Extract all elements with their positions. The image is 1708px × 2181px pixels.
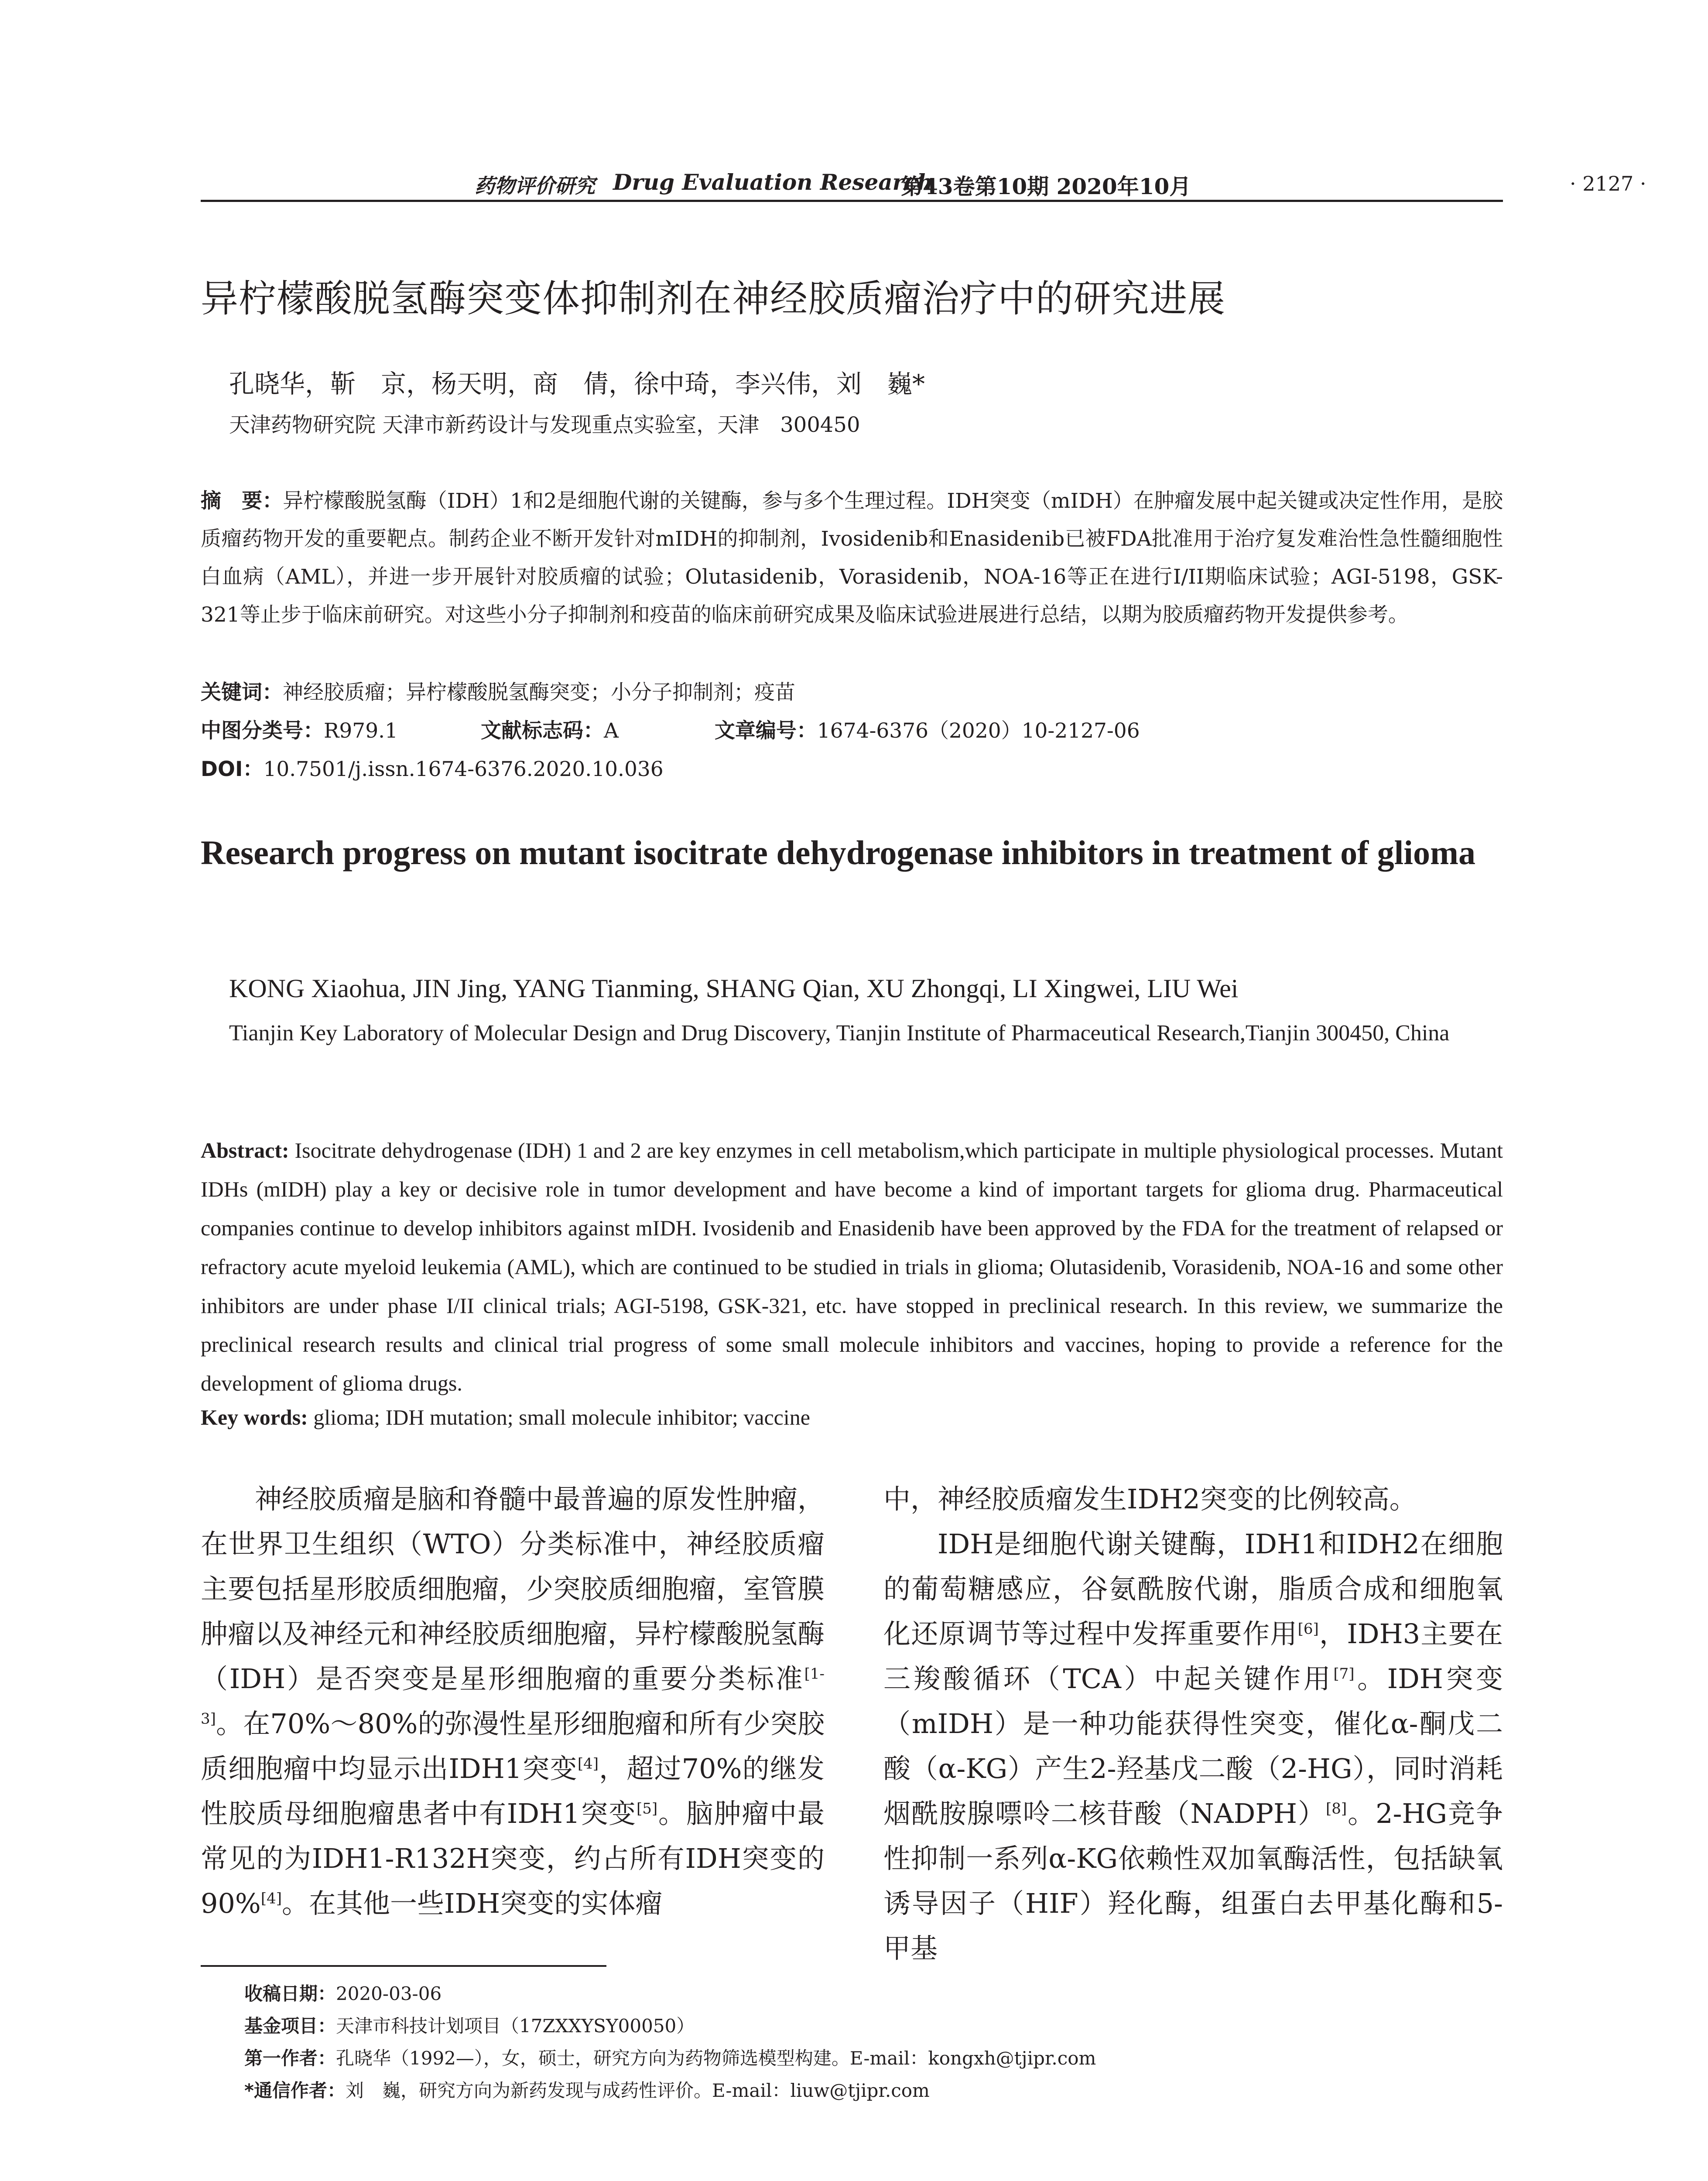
footnote-rule: [201, 1965, 606, 1967]
doc-code-value: A: [603, 719, 619, 743]
footnote-text: 天津市科技计划项目（17ZXXYSY00050）: [336, 2015, 695, 2037]
body-text: 。IDH突变（mIDH）是一种功能获得性突变，催化α-酮戊二酸（α-KG）产生2-羟基戊二酸（2-HG），同时消耗烟酰胺腺嘌呤二核苷酸（NADPH）: [883, 1663, 1503, 1829]
body-text: 中，神经胶质瘤发生IDH2突变的比例较高。: [883, 1483, 1417, 1515]
page-number: · 2127 ·: [1570, 172, 1646, 195]
journal-name: Drug Evaluation Research: [613, 169, 933, 195]
english-keywords: [201, 1405, 810, 1430]
footnote-text: 刘 巍，研究方向为新药发现与成药性评价。E-mail：liuw@tjipr.com: [345, 2080, 930, 2101]
keywords-text: 神经胶质瘤；异柠檬酸脱氢酶突变；小分子抑制剂；疫苗: [283, 680, 795, 704]
chinese-affiliation: 天津药物研究院 天津市新药设计与发现重点实验室，天津 300450: [229, 413, 860, 437]
footnote-text: 孔晓华（1992—），女，硕士，研究方向为药物筛选模型构建。E-mail：kongxh@tjipr.com: [336, 2048, 1096, 2069]
english-abstract-label: Abstract:: [201, 1138, 289, 1162]
chinese-abstract-label: 摘 要：: [201, 489, 283, 513]
doi-line: [201, 753, 664, 782]
body-text: 。脑肿瘤中最常见的为IDH1-R132H突变，约占所有IDH突变的90%: [201, 1798, 825, 1919]
english-affiliation: Tianjin Key Laboratory of Molecular Design and Drug Discovery, Tianjin Institute of Pharmaceutical Research,Tianjin 300450, China: [229, 1021, 1450, 1046]
body-text: 神经胶质瘤是脑和脊髓中最普遍的原发性肿瘤，在世界卫生组织（WTO）分类标准中，神经胶质瘤主要包括星形胶质细胞瘤，少突胶质细胞瘤，室管膜肿瘤以及神经元和神经胶质细胞瘤，异柠檬酸脱氢酶（IDH）是否突变是星形细胞瘤的重要分类标准: [201, 1483, 825, 1695]
english-keywords-text: glioma; IDH mutation; small molecule inhibitor; vaccine: [308, 1405, 810, 1429]
journal-logo: 药物评价研究: [475, 174, 595, 198]
citation: [4]: [577, 1755, 599, 1773]
body-text: 。2-HG竞争性抑制一系列α-KG依赖性双加氧酶活性，包括缺氧诱导因子（HIF）羟化酶，组蛋白去甲基化酶和5-甲基: [883, 1798, 1503, 1964]
keywords-label: 关键词：: [201, 680, 283, 704]
footnote-fund: [244, 2012, 695, 2038]
article-id-value: 1674-6376（2020）10-2127-06: [817, 719, 1140, 743]
clc-label: 中图分类号：: [201, 719, 324, 743]
footnote-text: 2020-03-06: [336, 1983, 442, 2004]
chinese-authors: 孔晓华，靳 京，杨天明，商 倩，徐中琦，李兴伟，刘 巍*: [229, 369, 925, 399]
english-abstract-text: Isocitrate dehydrogenase (IDH) 1 and 2 are key enzymes in cell metabolism,which participate in multiple physiological processes. Mutant IDHs (mIDH) play a key or decisive role in tumor development and have become a kind of important targets for glioma drug. Pharmaceutical companies continue to develop inhibitors against mIDH. Ivosidenib and Enasidenib have been approved by the FDA for the treatment of relapsed or refractory acute myeloid leukemia (AML), which are continued to be studied in trials in glioma; Olutasidenib, Vorasidenib, NOA-16 and some other inhibitors are under phase I/II clinical trials; AGI-5198, GSK-321, etc. have stopped in preclinical research. In this review, we summarize the preclinical research results and clinical trial progress of some small molecule inhibitors and vaccines, hoping to provide a reference for the development of glioma drugs.: [201, 1138, 1503, 1395]
body-text: 。在其他一些IDH突变的实体瘤: [281, 1887, 663, 1919]
body-paragraph: [883, 1521, 1503, 1971]
citation: [6]: [1297, 1620, 1319, 1638]
citation: [7]: [1333, 1665, 1355, 1683]
english-authors: KONG Xiaohua, JIN Jing, YANG Tianming, SHANG Qian, XU Zhongqi, LI Xingwei, LIU Wei: [229, 974, 1239, 1003]
citation: [4]: [260, 1890, 282, 1908]
footnote-label: 基金项目：: [244, 2015, 336, 2037]
body-text: ，超过70%的继发性胶质母细胞瘤患者中有IDH1突变: [201, 1753, 825, 1829]
body-text: IDH是细胞代谢关键酶，IDH1和IDH2在细胞的葡萄糖感应，谷氨酰胺代谢，脂质合成和细胞氧化还原调节等过程中发挥重要作用: [883, 1528, 1503, 1650]
chinese-abstract-text: 异柠檬酸脱氢酶（IDH）1和2是细胞代谢的关键酶，参与多个生理过程。IDH突变（mIDH）在肿瘤发展中起关键或决定性作用，是胶质瘤药物开发的重要靶点。制药企业不断开发针对mIDH的抑制剂，Ivosidenib和Enasidenib已被FDA批准用于治疗复发难治性急性髓细胞性白血病（AML），并进一步开展针对胶质瘤的试验；Olutasidenib，Vorasidenib，NOA-16等正在进行I/II期临床试验；AGI-5198，GSK-321等止步于临床前研究。对这些小分子抑制剂和疫苗的临床前研究成果及临床试验进展进行总结，以期为胶质瘤药物开发提供参考。: [201, 489, 1503, 627]
doi-value: 10.7501/j.issn.1674-6376.2020.10.036: [263, 757, 664, 781]
footnote-label: 第一作者：: [244, 2048, 336, 2069]
article-id-label: 文章编号：: [714, 719, 817, 743]
doc-code-label: 文献标志码：: [480, 719, 604, 743]
citation: [1-3]: [201, 1665, 825, 1728]
citation: [5]: [636, 1800, 658, 1818]
doi-label: DOI：: [201, 757, 264, 781]
english-title: Research progress on mutant isocitrate dehydrogenase inhibitors in treatment of glioma: [201, 834, 1475, 872]
footnote-label: *通信作者：: [244, 2080, 346, 2101]
classification-line: [201, 714, 1140, 744]
clc-value: R979.1: [324, 719, 398, 743]
footnote-corresponding-author: [244, 2076, 930, 2102]
english-keywords-label: Key words:: [201, 1405, 308, 1429]
body-paragraph: [201, 1477, 825, 1926]
citation: [8]: [1325, 1800, 1347, 1818]
journal-issue: 第43卷第10期 2020年10月: [901, 174, 1191, 199]
footnote-first-author: [244, 2044, 1096, 2070]
footnote-received: [244, 1979, 442, 2006]
chinese-title: 异柠檬酸脱氢酶突变体抑制剂在神经胶质瘤治疗中的研究进展: [201, 277, 1225, 321]
chinese-keywords: [201, 676, 795, 705]
footnote-label: 收稿日期：: [244, 1983, 336, 2004]
body-paragraph-continued: [883, 1477, 1503, 1521]
chinese-abstract: [201, 482, 1503, 634]
body-text: ，IDH3主要在三羧酸循环（TCA）中起关键作用: [883, 1618, 1503, 1695]
english-abstract: [201, 1131, 1503, 1403]
body-left-column: [201, 1477, 825, 1926]
body-text: 。在70%～80%的弥漫性星形细胞瘤和所有少突胶质细胞瘤中均显示出IDH1突变: [201, 1708, 825, 1784]
body-right-column: [883, 1477, 1503, 1971]
header-rule: [201, 200, 1503, 202]
